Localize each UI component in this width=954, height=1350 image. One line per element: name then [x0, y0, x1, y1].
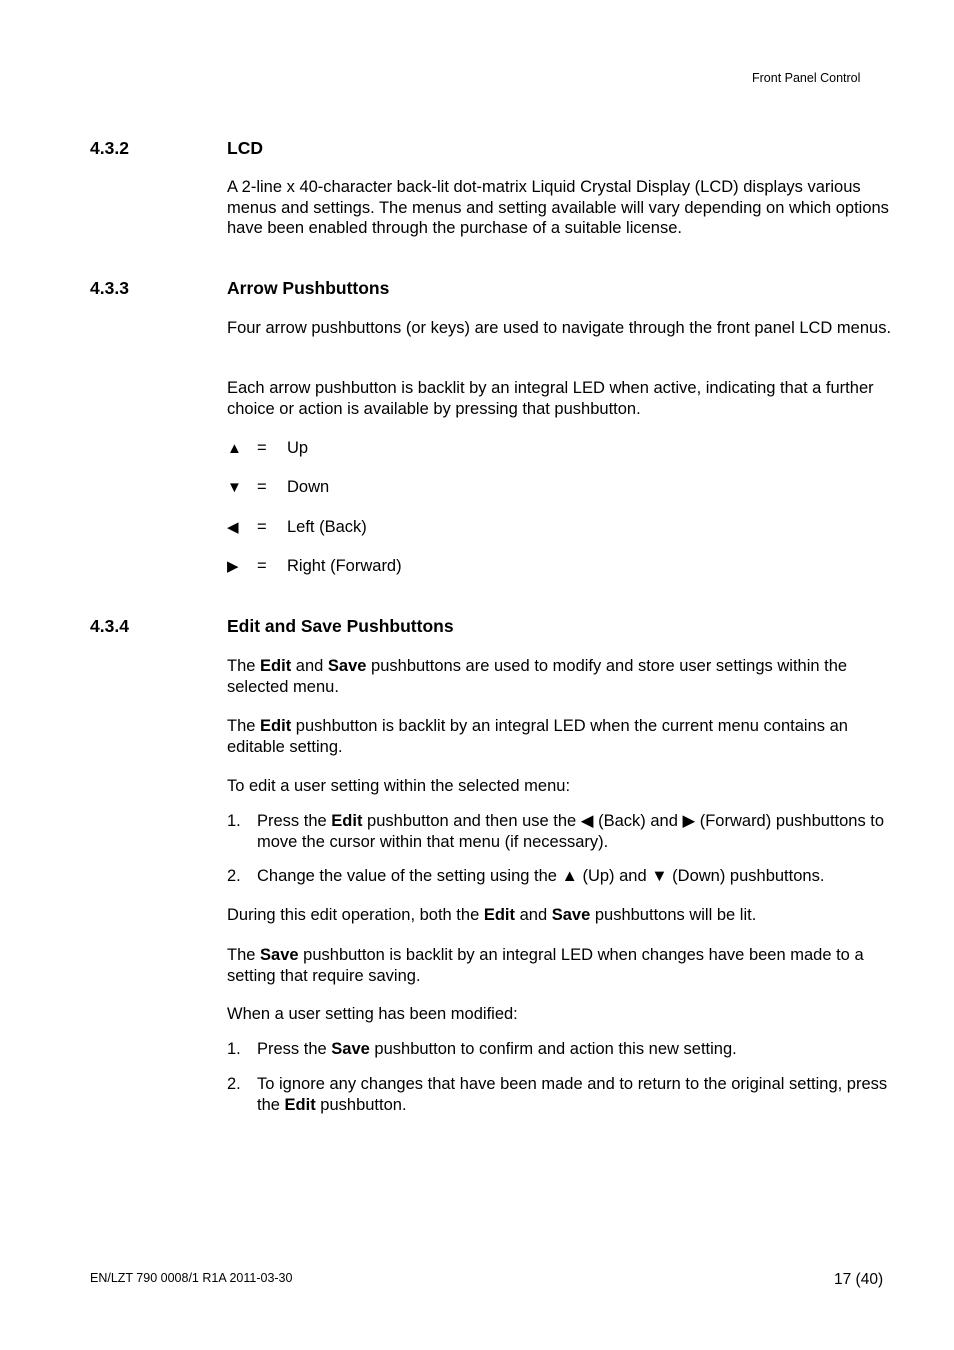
key-label: Up: [287, 439, 309, 457]
section-number: 4.3.4: [90, 616, 129, 636]
section-title: LCD: [227, 138, 263, 158]
paragraph: The Edit and Save pushbuttons are used to modify and store user settings within the selected menu.: [227, 657, 848, 696]
paragraph: The Save pushbutton is backlit by an integral LED when changes have been made to a setting that require saving.: [227, 946, 864, 985]
up-arrow-icon: ▲: [227, 440, 242, 457]
equals-sign: =: [257, 478, 267, 496]
list-item: 2. To ignore any changes that have been made and to return to the original setting, press the Edit pushbutton.: [227, 1075, 888, 1114]
document-date: 2011-03-30: [229, 1271, 293, 1285]
page-number: 17 (40): [834, 1271, 884, 1288]
equals-sign: =: [257, 557, 267, 575]
running-header: Front Panel Control: [752, 71, 861, 85]
key-label: Down: [287, 478, 330, 496]
paragraph: To edit a user setting within the selected menu:: [227, 777, 571, 795]
key-definition: [227, 555, 402, 577]
key-label: Right (Forward): [287, 557, 402, 575]
paragraph: Each arrow pushbutton is backlit by an integral LED when active, indicating that a further choice or action is available by pressing that pushbutton.: [227, 379, 874, 418]
equals-sign: =: [257, 439, 267, 457]
paragraph: During this edit operation, both the Edit and Save pushbuttons will be lit.: [227, 906, 757, 924]
list-item: 1. Press the Edit pushbutton and then use the ◀ (Back) and ▶ (Forward) pushbuttons to move the cursor within that menu (if necessary).: [227, 812, 885, 851]
section-title: Edit and Save Pushbuttons: [227, 616, 454, 636]
paragraph: A 2-line x 40-character back-lit dot-matrix Liquid Crystal Display (LCD) displays various menus and settings. The menus and setting available will vary depending on which options have been enabled through the purchase of a suitable license.: [227, 178, 889, 237]
section-number: 4.3.3: [90, 278, 129, 298]
key-definition: [227, 437, 308, 459]
paragraph: Four arrow pushbuttons (or keys) are used to navigate through the front panel LCD menus.: [227, 319, 892, 337]
key-definition: [227, 476, 329, 498]
right-arrow-icon: ▶: [227, 558, 239, 575]
key-definition: [227, 516, 367, 538]
list-item: 2. Change the value of the setting using the ▲ (Up) and ▼ (Down) pushbuttons.: [227, 867, 825, 885]
section-number: 4.3.2: [90, 138, 129, 158]
paragraph: When a user setting has been modified:: [227, 1005, 518, 1023]
down-arrow-icon: ▼: [227, 479, 242, 496]
paragraph: The Edit pushbutton is backlit by an integral LED when the current menu contains an editable setting.: [227, 717, 848, 756]
list-item: 1. Press the Save pushbutton to confirm and action this new setting.: [227, 1040, 737, 1058]
left-arrow-icon: ◀: [227, 519, 239, 536]
section-title: Arrow Pushbuttons: [227, 278, 390, 298]
key-label: Left (Back): [287, 518, 367, 536]
equals-sign: =: [257, 518, 267, 536]
document-id: EN/LZT 790 0008/1 R1A 2011-03-30: [90, 1271, 293, 1285]
